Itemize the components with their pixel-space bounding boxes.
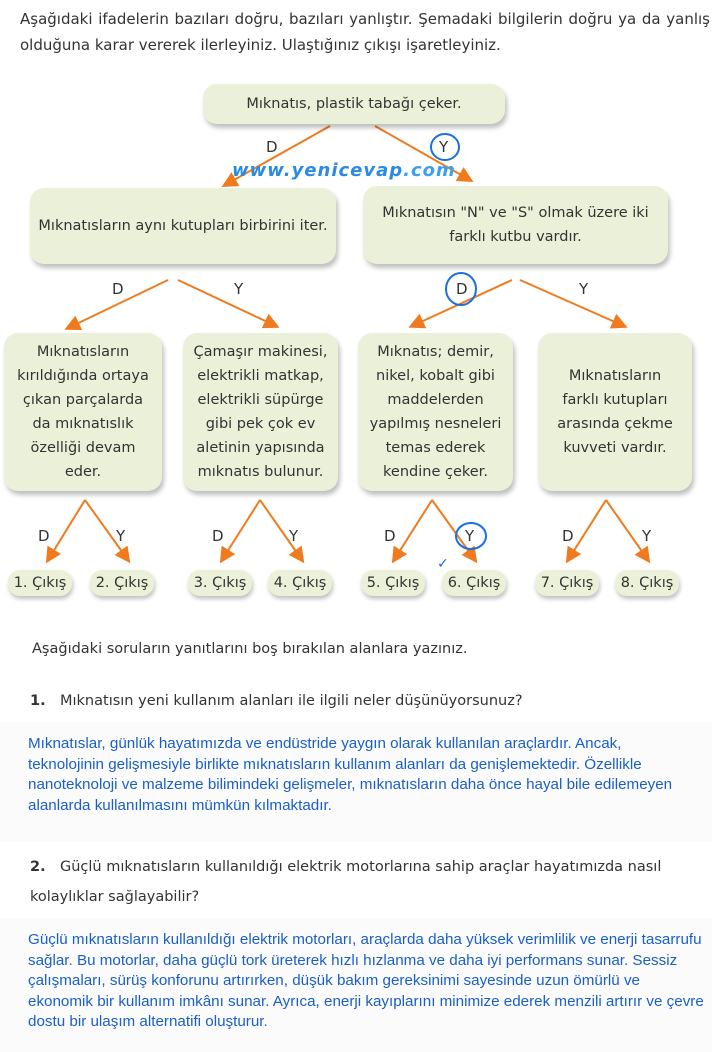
statement-l2-2: Çamaşır makinesi, elektrikli matkap, elektrikli süpürge gibi pek çok ev aletinin yapısında mıknatıs bulunur. [183,333,338,491]
question-text: Mıknatısın yeni kullanım alanları ile ilgili neler düşünüyorsunuz? [60,693,523,709]
answer-1[interactable]: Mıknatıslar, günlük hayatımızda ve endüstride yaygın olarak kullanılan araçlardır. Ancak, teknolojinin gelişmesiyle birlikte mıknatısların kullanım alanları da genişlemektedir. Özellikle nanoteknoloji ve malzeme bilimindeki gelişmeler, mıknatısların daha önce hayal bile edilemeyen alanlarda kullanılmasını mümkün kılmaktadır. [28,735,673,814]
statement-l2-3: Mıknatıs; demir, nikel, kobalt gibi maddelerden yapılmış nesneleri temas ederek kendine çeker. [358,333,513,491]
arrow-b2-d [222,500,260,560]
check-mark: ✓ [437,556,449,572]
label-y: Y [642,527,652,545]
question-number: 2. [30,859,46,875]
question-2 [30,852,690,912]
exit-8[interactable]: 8. Çıkış [615,570,679,596]
answer-2[interactable]: Güçlü mıknatısların kullanıldığı elektrik motorları, araçlarda daha yüksek verimlilik ve enerji tasarrufu sağlar. Bu motorlar, daha güçlü tork üreterek hızlı hızlanma ve daha iyi performans sunar. Sessiz çalışmaları, sürüş konforunu artırırken, düşük bakım gereksinimi sayesinde uzun ömürlü ve ekonomik bir kullanım imkânı sunar. Ayrıca, enerji kayıplarını minimize ederek menzili artırır ve çevre dostu bir ulaşım alternatifi oluşturur. [28,931,704,1030]
arrow-l1a-y [178,280,276,326]
label-y: Y [465,527,475,545]
arrow-l1b-y [520,280,624,326]
label-y: Y [116,527,126,545]
exit-2[interactable]: 2. Çıkış [90,570,154,596]
arrow-b3-d [394,500,432,560]
question-number: 1. [30,693,46,709]
label-y: Y [234,280,244,298]
exit-3[interactable]: 3. Çıkış [188,570,252,596]
question-text: Güçlü mıknatısların kullanıldığı elektrik motorlarına sahip araçlar hayatımızda nasıl kolaylıklar sağlayabilir? [30,859,662,905]
label-d: D [384,527,396,545]
watermark: www.yenicevap.com [232,160,456,181]
statement-l2-4: Mıknatısların farklı kutupları arasında çekme kuvveti vardır. [538,333,692,491]
question-1 [30,686,690,716]
intro-text: Aşağıdaki ifadelerin bazıları doğru, bazıları yanlıştır. Şemadaki bilgilerin doğru ya da yanlış olduğuna karar vererek ilerleyiniz. Ulaştığınız çıkışı işaretleyiniz. [20,10,710,54]
label-y: Y [289,527,299,545]
label-y: Y [439,138,449,156]
instruction-text: Aşağıdaki soruların yanıtlarını boş bırakılan alanlara yazınız. [32,641,468,657]
statement-l1-right: Mıknatısın "N" ve "S" olmak üzere iki farklı kutbu vardır. [363,186,668,264]
arrow-b4-d [568,500,606,560]
root-statement: Mıknatıs, plastik tabağı çeker. [203,84,505,124]
label-d: D [212,527,224,545]
exit-6[interactable]: 6. Çıkış [442,570,506,596]
label-d: D [562,527,574,545]
statement-l1-left: Mıknatısların aynı kutupları birbirini iter. [30,188,336,264]
exit-1[interactable]: 1. Çıkış [8,570,72,596]
label-y: Y [579,280,589,298]
arrow-b1-d [48,500,85,560]
exit-4[interactable]: 4. Çıkış [268,570,332,596]
exit-5[interactable]: 5. Çıkış [361,570,425,596]
label-d: D [266,138,278,156]
label-d: D [456,280,468,298]
statement-l2-1: Mıknatısların kırıldığında ortaya çıkan parçalarda da mıknatıslık özelliği devam eder. [4,333,162,491]
label-d: D [112,280,124,298]
label-d: D [38,527,50,545]
exit-7[interactable]: 7. Çıkış [535,570,599,596]
